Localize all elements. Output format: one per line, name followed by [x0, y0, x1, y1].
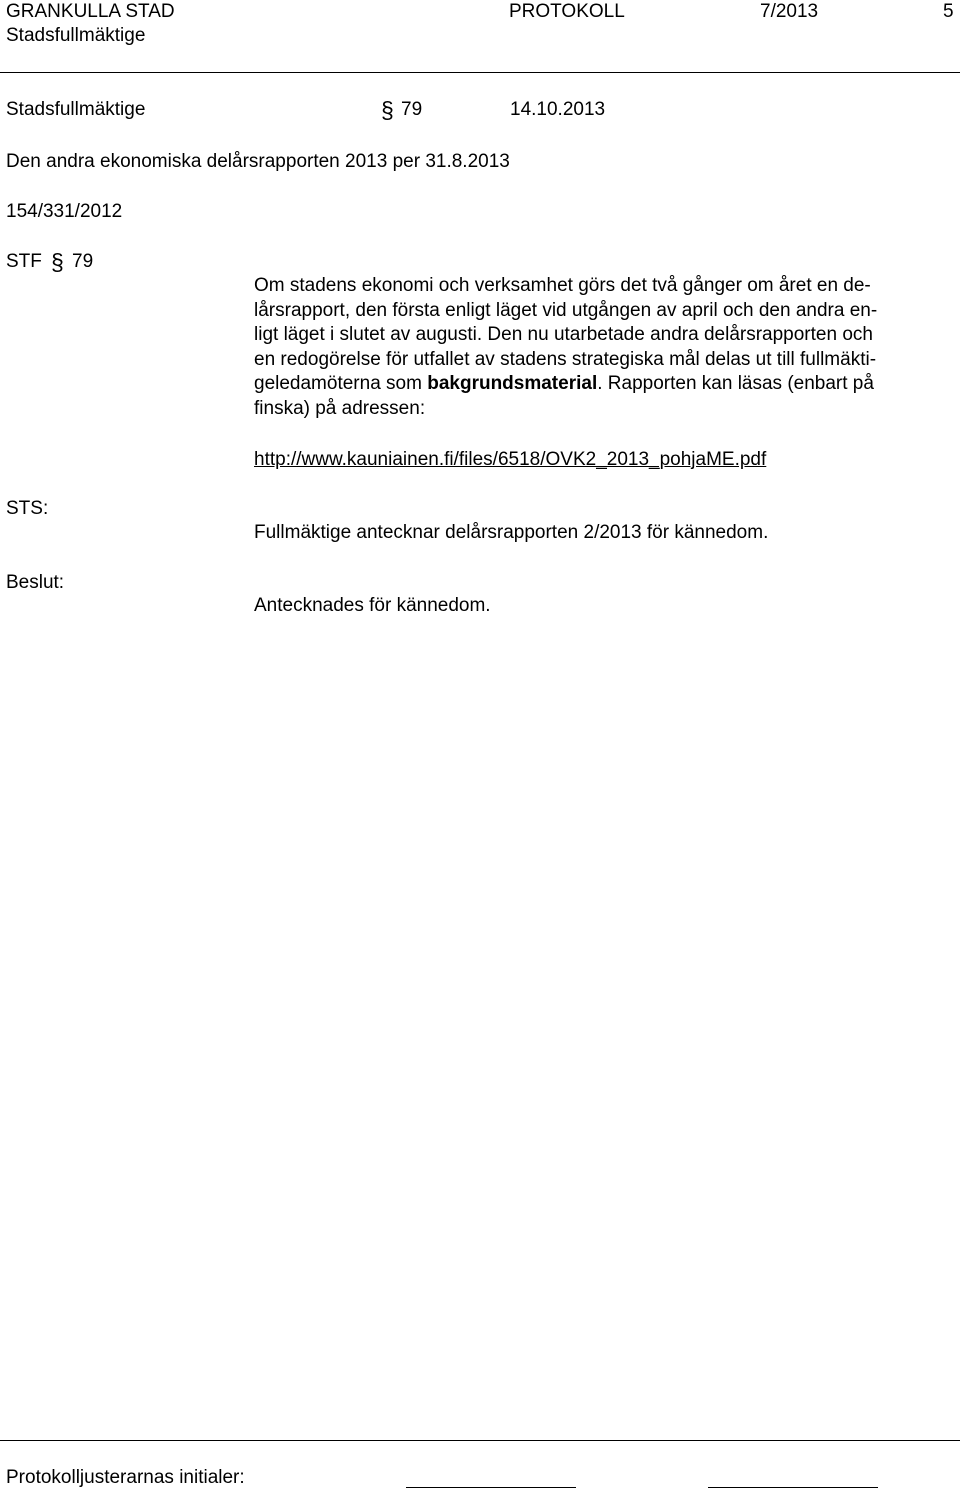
header-rule — [0, 72, 960, 73]
footer-initials-label: Protokolljusterarnas initialer: — [6, 1467, 245, 1488]
decision-text: Antecknades för kännedom. — [254, 595, 491, 616]
paragraph-line: Om stadens ekonomi och verksamhet görs det två gånger om året en de- — [254, 275, 871, 296]
paragraph-line — [254, 372, 954, 397]
paragraph-line: lårsrapport, den första enligt läget vid utgången av april och den andra en- — [254, 299, 878, 321]
header-body: Stadsfullmäktige — [6, 25, 146, 46]
initials-line-1 — [406, 1487, 576, 1488]
initials-line-2 — [708, 1487, 878, 1488]
paragraph-line: finska) på adressen: — [254, 397, 426, 419]
item-file-number: 154/331/2012 — [6, 201, 123, 222]
proposal-label: STS: — [6, 498, 49, 519]
proposal-text: Fullmäktige antecknar delårsrapporten 2/2013 för kännedom. — [254, 522, 769, 543]
body-paragraph — [254, 274, 954, 422]
meeting-body: Stadsfullmäktige — [6, 99, 146, 120]
header-page-number: 5 — [943, 1, 954, 22]
line-suffix: . Rapporten kan läsas (enbart på — [597, 373, 874, 395]
report-link[interactable]: http://www.kauniainen.fi/files/6518/OVK2_2013_pohjaME.pdf — [254, 449, 767, 470]
paragraph-line: ligt läget i slutet av augusti. Den nu utarbetade andra delårsrapporten och — [254, 324, 873, 346]
paragraph-line: en redogörelse för utfallet av stadens strategiska mål delas ut till fullmäkti- — [254, 348, 877, 370]
header-issue: 7/2013 — [760, 1, 819, 22]
item-title: Den andra ekonomiska delårsrapporten 2013 per 31.8.2013 — [6, 151, 510, 172]
footer-rule — [0, 1440, 960, 1441]
header-org: GRANKULLA STAD — [6, 1, 175, 22]
bold-term: bakgrundsmaterial — [427, 373, 598, 395]
ref-label: STF — [6, 251, 42, 272]
meeting-section-symbol: § — [381, 97, 394, 123]
line-prefix: geledamöterna som — [254, 373, 428, 395]
decision-label: Beslut: — [6, 572, 65, 593]
meeting-section-number: 79 — [401, 99, 423, 120]
ref-section-number: 79 — [72, 251, 94, 272]
ref-section-symbol: § — [51, 249, 64, 275]
header-doc-type: PROTOKOLL — [509, 1, 625, 22]
meeting-date: 14.10.2013 — [510, 99, 606, 120]
